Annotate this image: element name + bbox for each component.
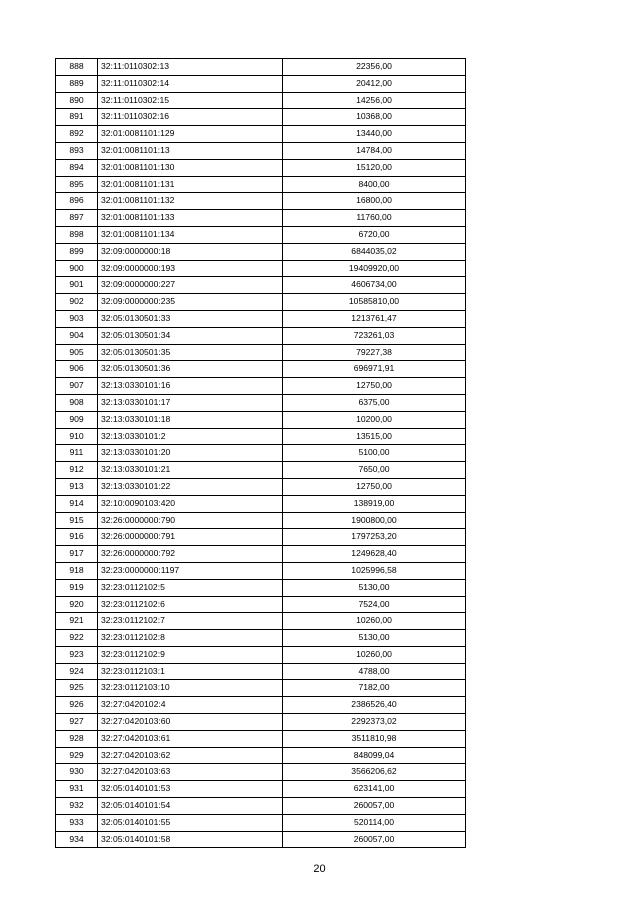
table-row	[56, 243, 466, 260]
value-cell: 6375,00	[283, 394, 466, 411]
row-number-cell: 914	[56, 495, 98, 512]
value-cell: 12750,00	[283, 478, 466, 495]
row-number-cell: 893	[56, 142, 98, 159]
table-row	[56, 680, 466, 697]
row-number-cell: 929	[56, 747, 98, 764]
row-number-cell: 906	[56, 361, 98, 378]
table-row	[56, 596, 466, 613]
row-number-cell: 915	[56, 512, 98, 529]
value-cell: 79227,38	[283, 344, 466, 361]
row-number-cell: 913	[56, 478, 98, 495]
row-number-cell: 909	[56, 411, 98, 428]
cadastral-number-cell: 32:26:0000000:790	[98, 512, 283, 529]
cadastral-number-cell: 32:27:0420103:62	[98, 747, 283, 764]
value-cell: 1900800,00	[283, 512, 466, 529]
row-number-cell: 934	[56, 831, 98, 848]
cadastral-number-cell: 32:05:0130501:33	[98, 310, 283, 327]
cadastral-number-cell: 32:01:0081101:133	[98, 210, 283, 227]
value-cell: 8400,00	[283, 176, 466, 193]
table-row	[56, 730, 466, 747]
row-number-cell: 925	[56, 680, 98, 697]
cadastral-number-cell: 32:23:0112102:8	[98, 630, 283, 647]
table-row	[56, 176, 466, 193]
cadastral-number-cell: 32:01:0081101:134	[98, 226, 283, 243]
cadastral-number-cell: 32:11:0110302:14	[98, 75, 283, 92]
row-number-cell: 897	[56, 210, 98, 227]
row-number-cell: 899	[56, 243, 98, 260]
value-cell: 10368,00	[283, 109, 466, 126]
row-number-cell: 928	[56, 730, 98, 747]
table-row	[56, 226, 466, 243]
cadastral-number-cell: 32:13:0330101:22	[98, 478, 283, 495]
row-number-cell: 912	[56, 462, 98, 479]
cadastral-number-cell: 32:10:0090103:420	[98, 495, 283, 512]
row-number-cell: 898	[56, 226, 98, 243]
row-number-cell: 891	[56, 109, 98, 126]
value-cell: 4606734,00	[283, 277, 466, 294]
row-number-cell: 900	[56, 260, 98, 277]
cadastral-number-cell: 32:09:0000000:193	[98, 260, 283, 277]
table-row	[56, 495, 466, 512]
value-cell: 6720,00	[283, 226, 466, 243]
row-number-cell: 905	[56, 344, 98, 361]
row-number-cell: 911	[56, 445, 98, 462]
cadastral-number-cell: 32:13:0330101:21	[98, 462, 283, 479]
cadastral-number-cell: 32:23:0112103:1	[98, 663, 283, 680]
cadastral-number-cell: 32:05:0140101:54	[98, 798, 283, 815]
table-row	[56, 747, 466, 764]
value-cell: 7524,00	[283, 596, 466, 613]
table-row	[56, 478, 466, 495]
cadastral-number-cell: 32:27:0420103:61	[98, 730, 283, 747]
value-cell: 12750,00	[283, 378, 466, 395]
cadastral-number-cell: 32:05:0140101:53	[98, 781, 283, 798]
table-row	[56, 159, 466, 176]
table-row	[56, 310, 466, 327]
value-cell: 1797253,20	[283, 529, 466, 546]
value-cell: 6844035,02	[283, 243, 466, 260]
table-row	[56, 277, 466, 294]
value-cell: 13515,00	[283, 428, 466, 445]
table-row	[56, 109, 466, 126]
cadastral-number-cell: 32:05:0130501:36	[98, 361, 283, 378]
cadastral-number-cell: 32:13:0330101:16	[98, 378, 283, 395]
value-cell: 10260,00	[283, 646, 466, 663]
table-row	[56, 193, 466, 210]
cadastral-number-cell: 32:13:0330101:20	[98, 445, 283, 462]
value-cell: 19409920,00	[283, 260, 466, 277]
table-row	[56, 59, 466, 76]
table-row	[56, 646, 466, 663]
value-cell: 14784,00	[283, 142, 466, 159]
table-row	[56, 546, 466, 563]
table-row	[56, 394, 466, 411]
row-number-cell: 916	[56, 529, 98, 546]
table-row	[56, 378, 466, 395]
table-row	[56, 781, 466, 798]
cadastral-number-cell: 32:27:0420102:4	[98, 697, 283, 714]
cadastral-number-cell: 32:23:0000000:1197	[98, 562, 283, 579]
row-number-cell: 894	[56, 159, 98, 176]
value-cell: 16800,00	[283, 193, 466, 210]
table-row	[56, 798, 466, 815]
row-number-cell: 931	[56, 781, 98, 798]
cadastral-number-cell: 32:05:0140101:55	[98, 814, 283, 831]
row-number-cell: 933	[56, 814, 98, 831]
row-number-cell: 895	[56, 176, 98, 193]
table-row	[56, 142, 466, 159]
cadastral-number-cell: 32:01:0081101:129	[98, 126, 283, 143]
row-number-cell: 930	[56, 764, 98, 781]
value-cell: 15120,00	[283, 159, 466, 176]
row-number-cell: 924	[56, 663, 98, 680]
cadastral-number-cell: 32:13:0330101:18	[98, 411, 283, 428]
value-cell: 520114,00	[283, 814, 466, 831]
row-number-cell: 932	[56, 798, 98, 815]
table-row	[56, 327, 466, 344]
value-cell: 1025996,58	[283, 562, 466, 579]
value-cell: 3511810,98	[283, 730, 466, 747]
table-row	[56, 462, 466, 479]
records-table	[55, 58, 466, 848]
cadastral-number-cell: 32:01:0081101:13	[98, 142, 283, 159]
value-cell: 14256,00	[283, 92, 466, 109]
row-number-cell: 892	[56, 126, 98, 143]
table-row	[56, 428, 466, 445]
row-number-cell: 920	[56, 596, 98, 613]
cadastral-number-cell: 32:09:0000000:235	[98, 294, 283, 311]
value-cell: 7182,00	[283, 680, 466, 697]
cadastral-number-cell: 32:01:0081101:131	[98, 176, 283, 193]
value-cell: 3566206,62	[283, 764, 466, 781]
cadastral-number-cell: 32:23:0112102:6	[98, 596, 283, 613]
row-number-cell: 904	[56, 327, 98, 344]
value-cell: 696971,91	[283, 361, 466, 378]
row-number-cell: 923	[56, 646, 98, 663]
value-cell: 260057,00	[283, 831, 466, 848]
table-row	[56, 663, 466, 680]
cadastral-number-cell: 32:23:0112102:9	[98, 646, 283, 663]
table-row	[56, 92, 466, 109]
row-number-cell: 919	[56, 579, 98, 596]
cadastral-number-cell: 32:23:0112103:10	[98, 680, 283, 697]
value-cell: 260057,00	[283, 798, 466, 815]
records-table-body	[56, 59, 466, 848]
cadastral-number-cell: 32:26:0000000:791	[98, 529, 283, 546]
page-number: 20	[313, 863, 326, 875]
cadastral-number-cell: 32:09:0000000:227	[98, 277, 283, 294]
cadastral-number-cell: 32:23:0112102:7	[98, 613, 283, 630]
value-cell: 5130,00	[283, 579, 466, 596]
table-row	[56, 714, 466, 731]
value-cell: 7650,00	[283, 462, 466, 479]
cadastral-number-cell: 32:23:0112102:5	[98, 579, 283, 596]
row-number-cell: 927	[56, 714, 98, 731]
value-cell: 5100,00	[283, 445, 466, 462]
cadastral-number-cell: 32:11:0110302:13	[98, 59, 283, 76]
cadastral-number-cell: 32:05:0140101:58	[98, 831, 283, 848]
value-cell: 10260,00	[283, 613, 466, 630]
value-cell: 22356,00	[283, 59, 466, 76]
row-number-cell: 910	[56, 428, 98, 445]
value-cell: 10200,00	[283, 411, 466, 428]
table-row	[56, 445, 466, 462]
table-row	[56, 75, 466, 92]
cadastral-number-cell: 32:01:0081101:132	[98, 193, 283, 210]
row-number-cell: 917	[56, 546, 98, 563]
table-row	[56, 831, 466, 848]
table-row	[56, 294, 466, 311]
value-cell: 1249628,40	[283, 546, 466, 563]
value-cell: 2292373,02	[283, 714, 466, 731]
value-cell: 623141,00	[283, 781, 466, 798]
table-row	[56, 630, 466, 647]
cadastral-number-cell: 32:09:0000000:18	[98, 243, 283, 260]
value-cell: 13440,00	[283, 126, 466, 143]
table-row	[56, 260, 466, 277]
row-number-cell: 921	[56, 613, 98, 630]
cadastral-number-cell: 32:05:0130501:35	[98, 344, 283, 361]
row-number-cell: 889	[56, 75, 98, 92]
row-number-cell: 922	[56, 630, 98, 647]
value-cell: 848099,04	[283, 747, 466, 764]
table-row	[56, 361, 466, 378]
table-row	[56, 814, 466, 831]
value-cell: 2386526,40	[283, 697, 466, 714]
cadastral-number-cell: 32:27:0420103:63	[98, 764, 283, 781]
table-row	[56, 126, 466, 143]
value-cell: 1213761,47	[283, 310, 466, 327]
value-cell: 11760,00	[283, 210, 466, 227]
cadastral-number-cell: 32:27:0420103:60	[98, 714, 283, 731]
cadastral-number-cell: 32:11:0110302:16	[98, 109, 283, 126]
table-row	[56, 613, 466, 630]
value-cell: 138919,00	[283, 495, 466, 512]
cadastral-number-cell: 32:26:0000000:792	[98, 546, 283, 563]
row-number-cell: 903	[56, 310, 98, 327]
value-cell: 20412,00	[283, 75, 466, 92]
table-row	[56, 529, 466, 546]
value-cell: 4788,00	[283, 663, 466, 680]
cadastral-number-cell: 32:11:0110302:15	[98, 92, 283, 109]
row-number-cell: 901	[56, 277, 98, 294]
table-row	[56, 344, 466, 361]
cadastral-number-cell: 32:13:0330101:2	[98, 428, 283, 445]
row-number-cell: 902	[56, 294, 98, 311]
cadastral-number-cell: 32:01:0081101:130	[98, 159, 283, 176]
value-cell: 723261,03	[283, 327, 466, 344]
cadastral-number-cell: 32:05:0130501:34	[98, 327, 283, 344]
row-number-cell: 907	[56, 378, 98, 395]
row-number-cell: 896	[56, 193, 98, 210]
value-cell: 5130,00	[283, 630, 466, 647]
row-number-cell: 890	[56, 92, 98, 109]
table-row	[56, 764, 466, 781]
table-row	[56, 210, 466, 227]
table-row	[56, 562, 466, 579]
value-cell: 10585810,00	[283, 294, 466, 311]
row-number-cell: 908	[56, 394, 98, 411]
row-number-cell: 926	[56, 697, 98, 714]
table-row	[56, 697, 466, 714]
table-row	[56, 579, 466, 596]
row-number-cell: 888	[56, 59, 98, 76]
table-row	[56, 512, 466, 529]
row-number-cell: 918	[56, 562, 98, 579]
cadastral-number-cell: 32:13:0330101:17	[98, 394, 283, 411]
table-row	[56, 411, 466, 428]
